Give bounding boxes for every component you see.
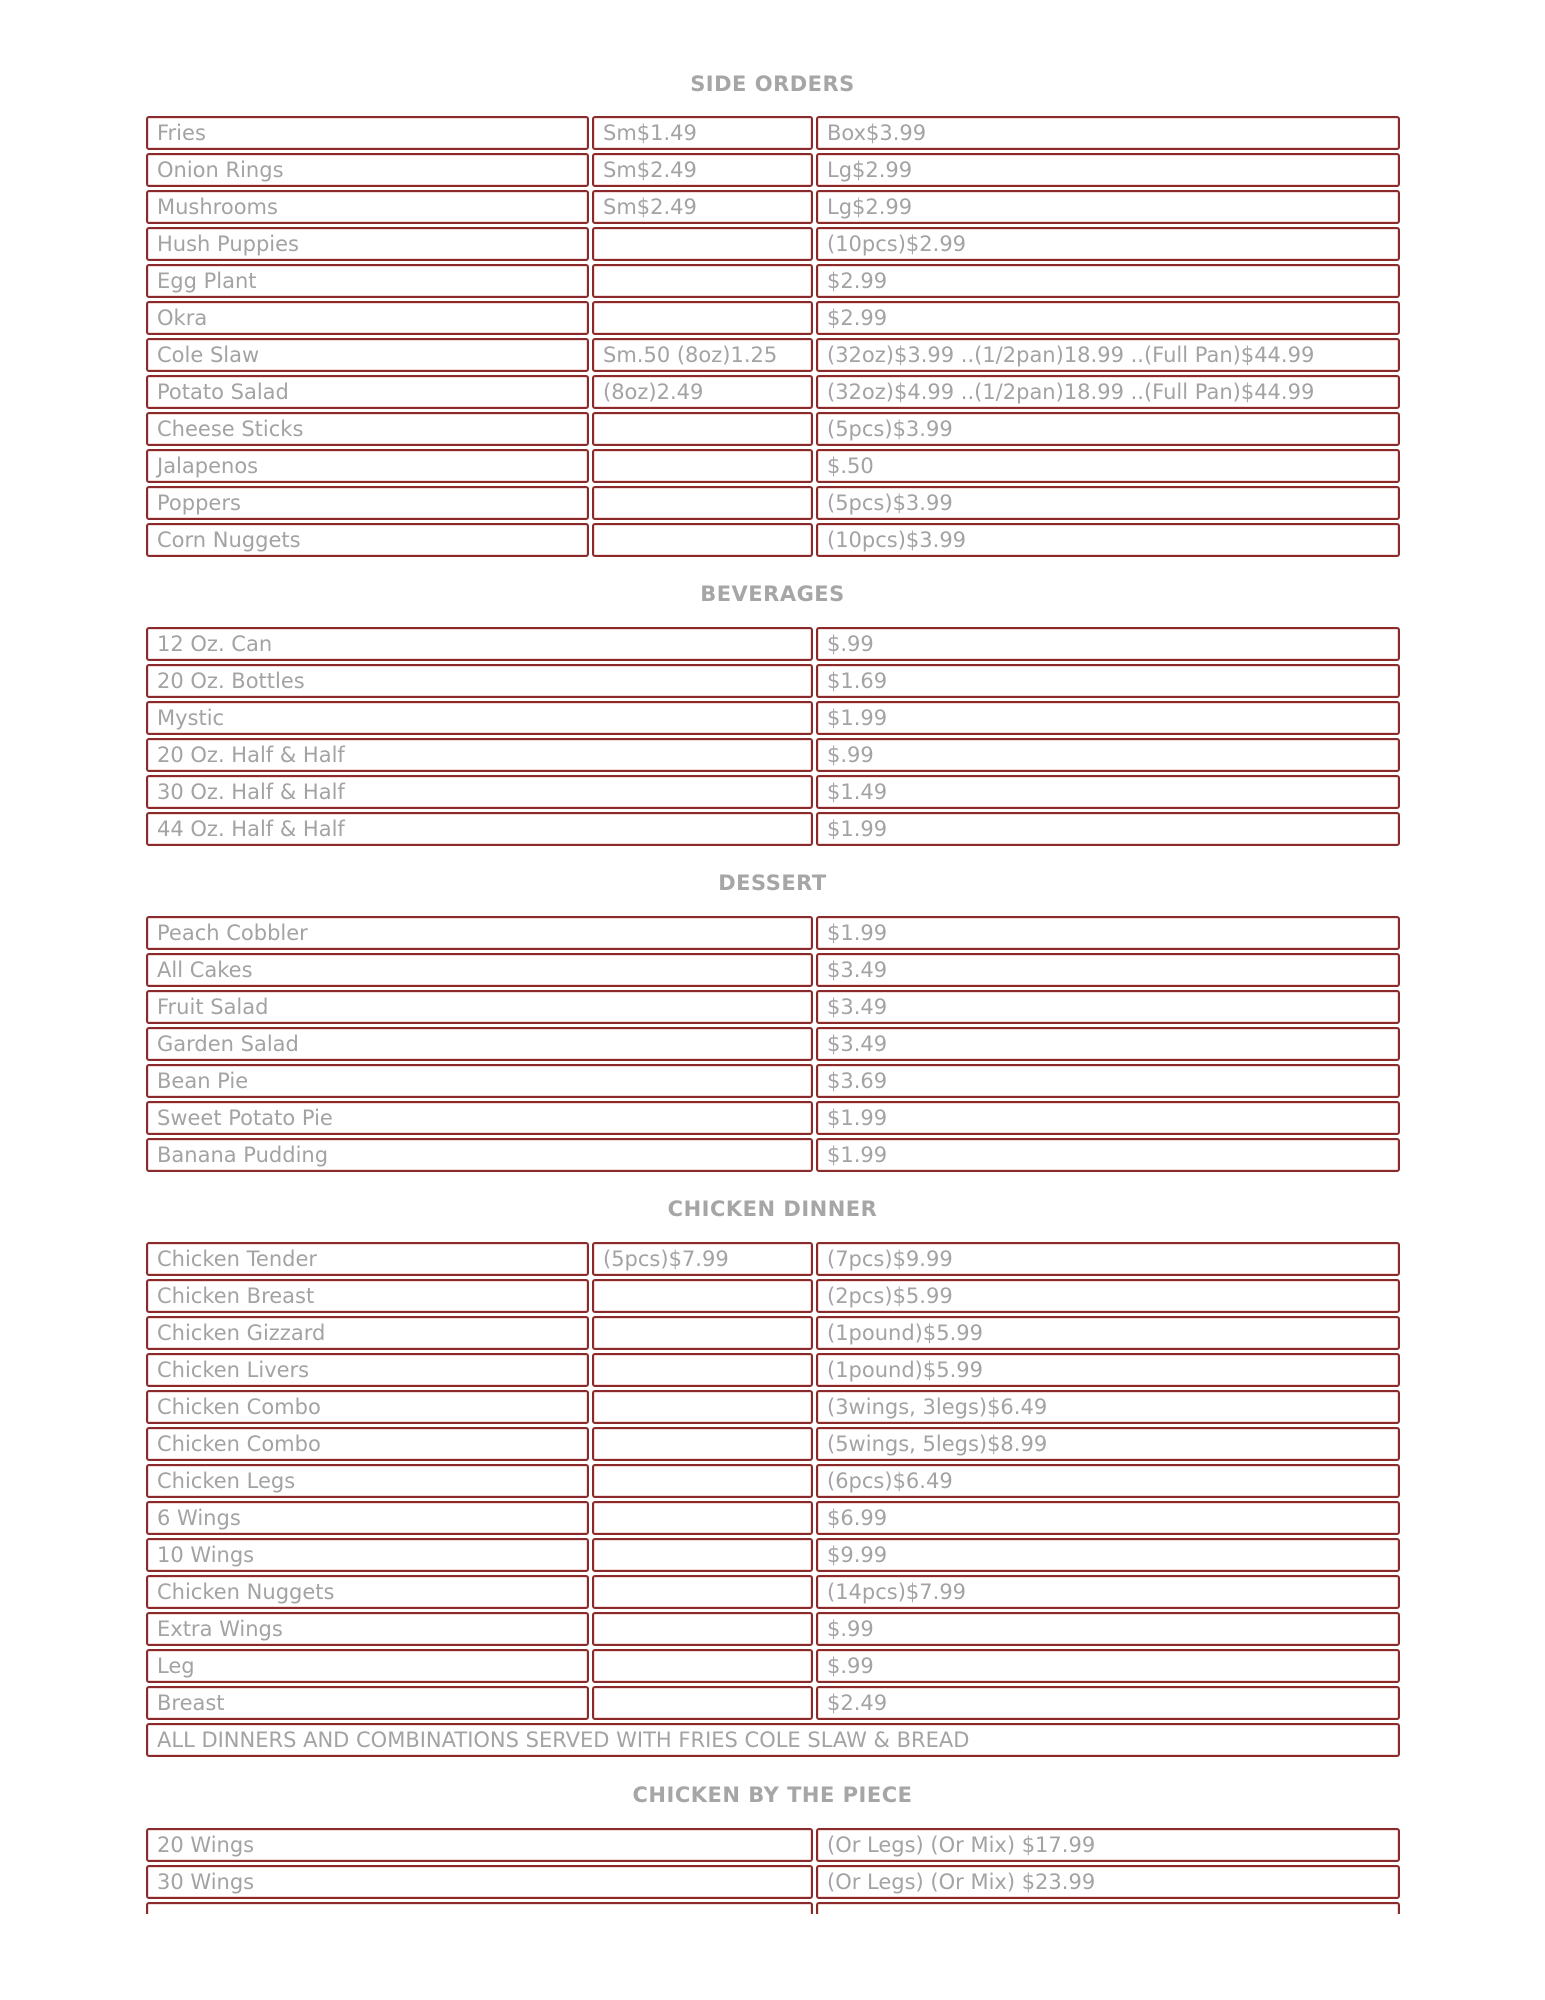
item-price: (14pcs)$7.99: [816, 1575, 1400, 1609]
item-price: $.99: [816, 738, 1400, 772]
menu-row: [146, 190, 1400, 224]
item-name: 20 Oz. Half & Half: [146, 738, 813, 772]
item-price: (6pcs)$6.49: [816, 1464, 1400, 1498]
item-price: $1.99: [816, 701, 1400, 735]
item-name: Mystic: [146, 701, 813, 735]
menu-row: [146, 738, 1400, 772]
menu-row: [146, 338, 1400, 372]
item-size-price: [592, 1427, 813, 1461]
item-price: (3wings, 3legs)$6.49: [816, 1390, 1400, 1424]
menu-row: [146, 1242, 1400, 1276]
item-name: Egg Plant: [146, 264, 589, 298]
item-price: $3.49: [816, 990, 1400, 1024]
item-size-price: [592, 486, 813, 520]
item-price: $.50: [816, 449, 1400, 483]
menu-row: [146, 1138, 1400, 1172]
item-name: 30 Oz. Half & Half: [146, 775, 813, 809]
item-name: Breast: [146, 1686, 589, 1720]
item-price: $3.49: [816, 953, 1400, 987]
menu-row: [146, 701, 1400, 735]
section-title-chicken-dinner: CHICKEN DINNER: [667, 1197, 878, 1221]
item-price: Box$3.99: [816, 116, 1400, 150]
section-title-beverages: BEVERAGES: [700, 582, 845, 606]
item-name: Onion Rings: [146, 153, 589, 187]
item-size-price: [592, 1316, 813, 1350]
menu-row: [146, 627, 1400, 661]
menu-row: [146, 116, 1400, 150]
item-size-price: [592, 1353, 813, 1387]
item-name: Fruit Salad: [146, 990, 813, 1024]
item-price: [816, 1902, 1400, 1914]
item-size-price: [592, 1686, 813, 1720]
item-name: Cole Slaw: [146, 338, 589, 372]
item-price: $2.49: [816, 1686, 1400, 1720]
item-name: Peach Cobbler: [146, 916, 813, 950]
menu-row: [146, 1427, 1400, 1461]
menu-row: [146, 775, 1400, 809]
item-size-price: [592, 1390, 813, 1424]
item-name: Chicken Combo: [146, 1390, 589, 1424]
item-size-price: [592, 301, 813, 335]
menu-row: [146, 1027, 1400, 1061]
menu-row: [146, 1612, 1400, 1646]
item-name: 44 Oz. Half & Half: [146, 812, 813, 846]
item-price: $2.99: [816, 301, 1400, 335]
menu-row: [146, 1316, 1400, 1350]
menu-row: [146, 301, 1400, 335]
item-name: Hush Puppies: [146, 227, 589, 261]
item-price: $.99: [816, 627, 1400, 661]
menu-row: [146, 1501, 1400, 1535]
item-name: [146, 1902, 813, 1914]
menu-row: [146, 1279, 1400, 1313]
item-size-price: Sm$1.49: [592, 116, 813, 150]
menu-row: [146, 1686, 1400, 1720]
menu-row: [146, 1464, 1400, 1498]
item-price: $3.69: [816, 1064, 1400, 1098]
menu-row: [146, 1064, 1400, 1098]
menu-row: [146, 1538, 1400, 1572]
item-price: Lg$2.99: [816, 190, 1400, 224]
item-size-price: [592, 1575, 813, 1609]
menu-row: [146, 664, 1400, 698]
item-name: Fries: [146, 116, 589, 150]
item-name: Chicken Nuggets: [146, 1575, 589, 1609]
item-name: Sweet Potato Pie: [146, 1101, 813, 1135]
item-price: $.99: [816, 1612, 1400, 1646]
item-size-price: [592, 264, 813, 298]
item-name: Chicken Tender: [146, 1242, 589, 1276]
item-price: (10pcs)$3.99: [816, 523, 1400, 557]
item-size-price: Sm$2.49: [592, 153, 813, 187]
menu-row: [146, 227, 1400, 261]
menu-row: [146, 812, 1400, 846]
item-size-price: [592, 1649, 813, 1683]
menu-row: [146, 1101, 1400, 1135]
menu-row: [146, 412, 1400, 446]
item-price: $1.69: [816, 664, 1400, 698]
item-name: Jalapenos: [146, 449, 589, 483]
item-price: $3.49: [816, 1027, 1400, 1061]
menu-row: [146, 1828, 1400, 1862]
menu-row: [146, 1575, 1400, 1609]
item-price: (5wings, 5legs)$8.99: [816, 1427, 1400, 1461]
item-size-price: [592, 1464, 813, 1498]
item-size-price: [592, 1538, 813, 1572]
item-price: (1pound)$5.99: [816, 1353, 1400, 1387]
item-price: (1pound)$5.99: [816, 1316, 1400, 1350]
item-size-price: [592, 449, 813, 483]
item-name: 12 Oz. Can: [146, 627, 813, 661]
menu-row: [146, 264, 1400, 298]
item-name: Chicken Breast: [146, 1279, 589, 1313]
section-title-dessert: DESSERT: [718, 871, 827, 895]
menu-row: [146, 990, 1400, 1024]
item-name: 20 Wings: [146, 1828, 813, 1862]
item-price: (10pcs)$2.99: [816, 227, 1400, 261]
item-size-price: [592, 1612, 813, 1646]
item-price: $1.99: [816, 1138, 1400, 1172]
item-price: $1.99: [816, 1101, 1400, 1135]
item-name: 6 Wings: [146, 1501, 589, 1535]
item-price: $1.99: [816, 812, 1400, 846]
item-name: Banana Pudding: [146, 1138, 813, 1172]
item-size-price: Sm$2.49: [592, 190, 813, 224]
menu-row: [146, 375, 1400, 409]
item-name: Cheese Sticks: [146, 412, 589, 446]
item-name: All Cakes: [146, 953, 813, 987]
item-price: Lg$2.99: [816, 153, 1400, 187]
menu-row: [146, 153, 1400, 187]
item-price: (5pcs)$3.99: [816, 412, 1400, 446]
item-name: 20 Oz. Bottles: [146, 664, 813, 698]
item-price: (Or Legs) (Or Mix) $23.99: [816, 1865, 1400, 1899]
item-size-price: (5pcs)$7.99: [592, 1242, 813, 1276]
item-size-price: [592, 1501, 813, 1535]
item-price: $.99: [816, 1649, 1400, 1683]
menu-row: [146, 953, 1400, 987]
item-size-price: [592, 412, 813, 446]
item-price: (7pcs)$9.99: [816, 1242, 1400, 1276]
dinner-note: ALL DINNERS AND COMBINATIONS SERVED WITH FRIES COLE SLAW & BREAD: [146, 1723, 1400, 1757]
item-size-price: [592, 1279, 813, 1313]
item-name: Potato Salad: [146, 375, 589, 409]
item-price: $6.99: [816, 1501, 1400, 1535]
menu-row: [146, 916, 1400, 950]
item-name: Mushrooms: [146, 190, 589, 224]
item-name: Chicken Combo: [146, 1427, 589, 1461]
item-name: 30 Wings: [146, 1865, 813, 1899]
menu-row: [146, 486, 1400, 520]
item-price: $9.99: [816, 1538, 1400, 1572]
item-price: $2.99: [816, 264, 1400, 298]
item-name: Bean Pie: [146, 1064, 813, 1098]
item-name: 10 Wings: [146, 1538, 589, 1572]
item-size-price: Sm.50 (8oz)1.25: [592, 338, 813, 372]
item-price: (5pcs)$3.99: [816, 486, 1400, 520]
section-title-side-orders: SIDE ORDERS: [690, 72, 855, 96]
item-price: (Or Legs) (Or Mix) $17.99: [816, 1828, 1400, 1862]
menu-row: [146, 1353, 1400, 1387]
item-name: Garden Salad: [146, 1027, 813, 1061]
item-price: (32oz)$3.99 ..(1/2pan)18.99 ..(Full Pan)$44.99: [816, 338, 1400, 372]
menu-row: [146, 1390, 1400, 1424]
item-name: Leg: [146, 1649, 589, 1683]
item-size-price: (8oz)2.49: [592, 375, 813, 409]
item-price: $1.99: [816, 916, 1400, 950]
menu-row-cut-off: [146, 1902, 1400, 1914]
menu-row: [146, 1865, 1400, 1899]
item-name: Corn Nuggets: [146, 523, 589, 557]
item-name: Chicken Gizzard: [146, 1316, 589, 1350]
item-name: Poppers: [146, 486, 589, 520]
item-name: Chicken Livers: [146, 1353, 589, 1387]
item-price: (32oz)$4.99 ..(1/2pan)18.99 ..(Full Pan)$44.99: [816, 375, 1400, 409]
menu-row: [146, 1649, 1400, 1683]
menu-row: [146, 449, 1400, 483]
menu-row: [146, 523, 1400, 557]
item-name: Okra: [146, 301, 589, 335]
item-name: Extra Wings: [146, 1612, 589, 1646]
item-size-price: [592, 227, 813, 261]
item-price: $1.49: [816, 775, 1400, 809]
item-size-price: [592, 523, 813, 557]
item-name: Chicken Legs: [146, 1464, 589, 1498]
section-title-chicken-by-the-piece: CHICKEN BY THE PIECE: [632, 1783, 913, 1807]
item-price: (2pcs)$5.99: [816, 1279, 1400, 1313]
menu-note-row: [146, 1723, 1400, 1757]
